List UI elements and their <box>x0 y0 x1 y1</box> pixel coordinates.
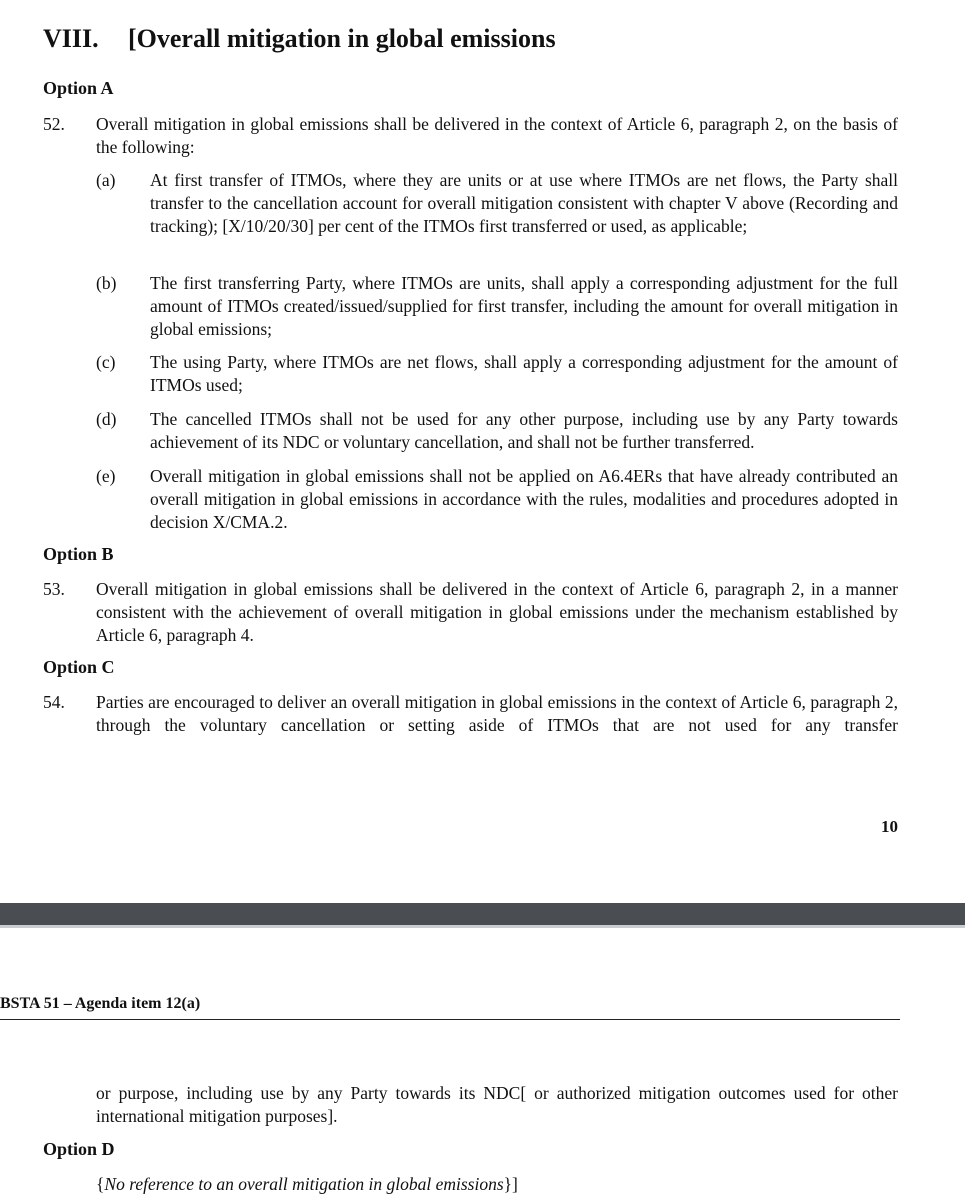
page-number: 10 <box>881 817 898 836</box>
option-c-label: Option C <box>43 657 115 677</box>
running-header: BSTA 51 – Agenda item 12(a) <box>0 995 201 1012</box>
paragraph-52-text: Overall mitigation in global emissions shall be delivered in the context of Article 6, paragraph 2, on the basis of the following: <box>96 114 898 157</box>
item-c-label: (c) <box>96 352 116 372</box>
item-c-text: The using Party, where ITMOs are net flows, shall apply a corresponding adjustment for the amount of ITMOs used; <box>150 352 898 395</box>
option-d-brace-open: { <box>96 1174 105 1194</box>
paragraph-54-number: 54. <box>43 692 65 712</box>
page-break-shadow <box>0 925 965 928</box>
item-a-text: At first transfer of ITMOs, where they are units or at use where ITMOs are net flows, the Party shall transfer to the cancellation account for overall mitigation consistent with chapter V above (Recording and tracking); [X/10/20/30] per cent of the ITMOs first transferred or used, as applicable; <box>150 170 898 236</box>
header-rule <box>0 1019 900 1020</box>
section-number: VIII. <box>43 24 99 53</box>
item-a-label: (a) <box>96 170 116 190</box>
paragraph-52-number: 52. <box>43 114 65 134</box>
option-b-label: Option B <box>43 544 114 564</box>
item-e-label: (e) <box>96 466 116 486</box>
option-d-label: Option D <box>43 1139 115 1159</box>
option-d-text <box>96 1173 898 1196</box>
page-break-separator <box>0 903 965 925</box>
paragraph-53-number: 53. <box>43 579 65 599</box>
paragraph-53-text: Overall mitigation in global emissions shall be delivered in the context of Article 6, paragraph 2, in a manner consistent with the achievement of overall mitigation in global emissions under the mechanism established by Article 6, paragraph 4. <box>96 579 898 645</box>
section-title: [Overall mitigation in global emissions <box>128 24 556 53</box>
item-d-label: (d) <box>96 409 117 429</box>
paragraph-54-text-page2: or purpose, including use by any Party towards its NDC[ or authorized mitigation outcomes used for other international mitigation purposes]. <box>96 1083 898 1126</box>
item-d-text: The cancelled ITMOs shall not be used for any other purpose, including use by any Party towards achievement of its NDC or voluntary cancellation, and shall not be further transferred. <box>150 409 898 452</box>
item-e-text: Overall mitigation in global emissions shall not be applied on A6.4ERs that have already contributed an overall mitigation in global emissions in accordance with the rules, modalities and procedures adopted in decision X/CMA.2. <box>150 466 898 532</box>
option-d-italic-text: No reference to an overall mitigation in global emissions <box>104 1174 504 1194</box>
item-b-text: The first transferring Party, where ITMOs are units, shall apply a corresponding adjustment for the full amount of ITMOs created/issued/supplied for first transfer, including the amount for overall mitigation in global emissions; <box>150 273 898 339</box>
section-heading <box>43 24 556 54</box>
paragraph-54-text-page1: Parties are encouraged to deliver an overall mitigation in global emissions in the context of Article 6, paragraph 2, through the voluntary cancellation or setting aside of ITMOs that are not used for any transfer <box>96 692 898 735</box>
option-d-brace-close: }] <box>503 1174 518 1194</box>
option-a-label: Option A <box>43 78 114 98</box>
item-b-label: (b) <box>96 273 117 293</box>
